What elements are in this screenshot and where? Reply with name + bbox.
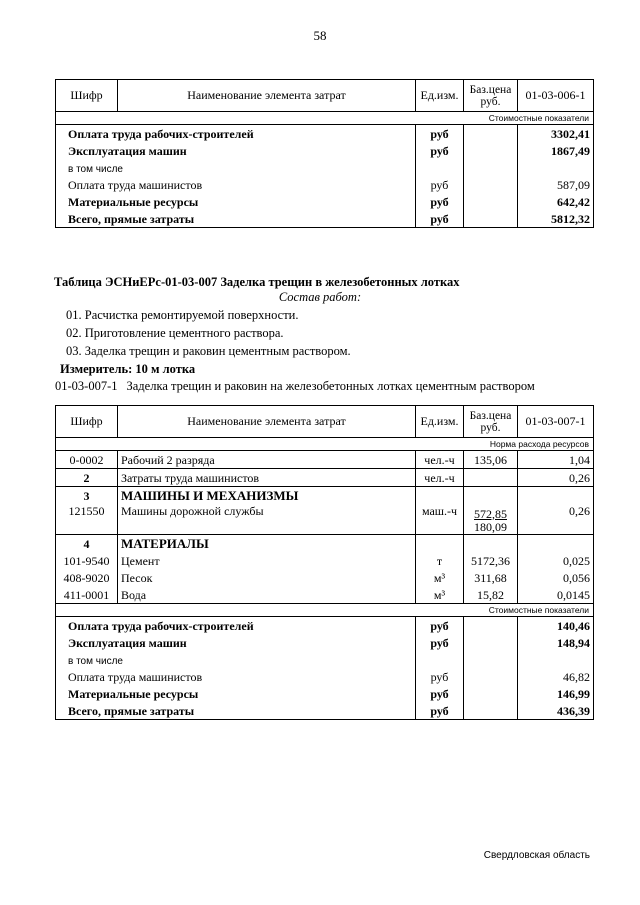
resource-base-price: 5172,36: [471, 553, 510, 568]
cost-name-cell: [56, 193, 416, 210]
table-row: [56, 176, 594, 193]
cost-unit: руб: [416, 685, 464, 702]
cost-base-price: [464, 176, 518, 193]
cost-name: в том числе: [68, 164, 123, 175]
table-row: [56, 504, 594, 534]
cost-unit: руб: [416, 125, 464, 143]
resource-unit: чел.-ч: [416, 469, 464, 487]
resource-name: Рабочий 2 разряда: [118, 451, 416, 469]
cost-name: Эксплуатация машин: [68, 635, 187, 650]
cost-value: 1867,49: [518, 142, 594, 159]
meter-label: Измеритель: 10 м лотка: [60, 362, 196, 376]
table-row: [56, 569, 594, 586]
resource-code: 101-9540: [56, 552, 118, 569]
table-row: [56, 616, 594, 634]
resource-value: 1,04: [518, 451, 594, 469]
cost-value: 146,99: [518, 685, 594, 702]
resource-code: 2: [56, 469, 118, 487]
cost-name: Оплата труда машинистов: [68, 669, 203, 684]
resource-value: 0,0145: [518, 586, 594, 604]
resource-name: Цемент: [118, 552, 416, 569]
resource-value: 0,025: [518, 552, 594, 569]
resource-base-price: 311,68: [474, 570, 507, 585]
resource-name: МАТЕРИАЛЫ: [118, 534, 416, 552]
cost-value: 587,09: [518, 176, 594, 193]
table-row: [56, 125, 594, 143]
cost-name: Материальные ресурсы: [68, 686, 199, 701]
subheader-cost: Стоимостные показатели: [56, 112, 594, 125]
resource-name: Машины дорожной службы: [118, 504, 416, 534]
cost-name-cell: [56, 176, 416, 193]
resource-base-price: [464, 487, 518, 505]
table-row: [56, 685, 594, 702]
cost-unit: руб: [416, 702, 464, 720]
table-header-row: [56, 406, 594, 438]
cost-name-cell: [56, 668, 416, 685]
subheader-cost: Стоимостные показатели: [56, 603, 594, 616]
resource-code: 121550: [56, 504, 118, 534]
table-title: Таблица ЭСНиЕРс-01-03-007 Заделка трещин в железобетонных лотках: [54, 275, 460, 289]
cost-value: [518, 159, 594, 176]
cost-unit: руб: [416, 668, 464, 685]
header-code: Шифр: [56, 80, 118, 112]
cost-unit: руб: [416, 176, 464, 193]
unit-line: [55, 379, 544, 394]
resource-unit: т: [416, 552, 464, 569]
resource-base-price: 15,82: [477, 587, 504, 602]
resource-value: 0,26: [518, 504, 594, 534]
resource-code: 0-0002: [56, 451, 118, 469]
resource-name: Вода: [118, 586, 416, 604]
cost-unit: руб: [416, 193, 464, 210]
cost-unit: руб: [416, 142, 464, 159]
table-row: [56, 668, 594, 685]
unit-line-code: 01-03-007-1: [55, 379, 118, 393]
cost-base-price: [464, 142, 518, 159]
resource-base-price: 135,06: [464, 451, 518, 469]
header-code: Шифр: [56, 406, 118, 438]
table-row: [56, 586, 594, 604]
cost-unit: руб: [416, 634, 464, 651]
cost-name: Оплата труда рабочих-строителей: [68, 618, 254, 633]
cost-name: Всего, прямые затраты: [68, 212, 195, 226]
table-row: [56, 534, 594, 552]
cost-base-price: [464, 125, 518, 143]
cost-base-price: [464, 685, 518, 702]
resource-code: 3: [56, 487, 118, 505]
table-row: [56, 552, 594, 569]
resource-name: Затраты труда машинистов: [118, 469, 416, 487]
resource-value: 0,056: [518, 569, 594, 586]
resource-unit: чел.-ч: [416, 451, 464, 469]
cost-name: Материальные ресурсы: [68, 195, 199, 209]
cost-name-cell: [56, 702, 416, 720]
resource-unit: [416, 534, 464, 552]
cost-base-price: [464, 193, 518, 210]
table-01-03-006-1: [55, 79, 594, 228]
operation-item: 02. Приготовление цементного раствора.: [66, 326, 284, 340]
resource-unit: м³: [416, 569, 464, 586]
cost-name-cell: [56, 634, 416, 651]
cost-value: [518, 651, 594, 668]
resource-unit: маш.-ч: [416, 504, 464, 534]
header-name: Наименование элемента затрат: [118, 80, 416, 112]
cost-name: Эксплуатация машин: [68, 144, 187, 158]
cost-unit: руб: [416, 210, 464, 228]
table-01-03-007-1: [55, 405, 594, 720]
resource-code: 411-0001: [56, 586, 118, 604]
table-row: [56, 469, 594, 487]
operation-item: 03. Заделка трещин и раковин цементным раствором.: [66, 344, 351, 358]
cost-value: 642,42: [518, 193, 594, 210]
resource-price-secondary: 180,09: [474, 519, 507, 534]
cost-unit: [416, 651, 464, 668]
cost-name-cell: [56, 125, 416, 143]
cost-base-price: [464, 210, 518, 228]
cost-name-cell: [56, 685, 416, 702]
resource-name: МАШИНЫ И МЕХАНИЗМЫ: [118, 487, 416, 505]
work-composition-label: Состав работ:: [278, 290, 362, 304]
table-row: [56, 487, 594, 505]
cost-name: Всего, прямые затраты: [68, 703, 195, 718]
cost-base-price: [464, 702, 518, 720]
cost-base-price: [464, 634, 518, 651]
resource-price: 572,85: [474, 506, 507, 521]
cost-unit: руб: [416, 616, 464, 634]
cost-name: Оплата труда машинистов: [68, 178, 203, 192]
region-label: Свердловская область: [483, 850, 590, 861]
cost-name: Оплата труда рабочих-строителей: [68, 127, 254, 141]
cost-base-price: [464, 651, 518, 668]
resource-unit: м³: [416, 586, 464, 604]
subheader-norms: Норма расхода ресурсов: [56, 438, 594, 451]
cost-base-price: [464, 616, 518, 634]
table-row: [56, 451, 594, 469]
cost-unit: [416, 159, 464, 176]
resource-base-price: [464, 469, 518, 487]
table-header-row: [56, 80, 594, 112]
resource-base-price: [464, 504, 518, 534]
table-row: [56, 651, 594, 668]
operation-item: 01. Расчистка ремонтируемой поверхности.: [66, 308, 299, 322]
table-row: [56, 702, 594, 720]
resource-code: 4: [56, 534, 118, 552]
resource-code: 408-9020: [56, 569, 118, 586]
cost-value: 5812,32: [518, 210, 594, 228]
cost-name-cell: [56, 142, 416, 159]
resource-unit: [416, 487, 464, 505]
page-number: 58: [313, 28, 327, 43]
unit-line-text: Заделка трещин и раковин на железобетонных лотках цементным раствором: [126, 379, 535, 393]
resource-value: [518, 487, 594, 505]
header-name: Наименование элемента затрат: [118, 406, 416, 438]
cost-value: 436,39: [518, 702, 594, 720]
cost-value: 3302,41: [518, 125, 594, 143]
header-column-code: 01-03-007-1: [518, 406, 594, 438]
cost-base-price: [464, 668, 518, 685]
table-row: [56, 159, 594, 176]
resource-name: Песок: [118, 569, 416, 586]
header-unit: Ед.изм.: [416, 406, 464, 438]
cost-name-cell: [56, 616, 416, 634]
table-row: [56, 142, 594, 159]
cost-base-price: [464, 159, 518, 176]
resource-value: [518, 534, 594, 552]
resource-value: 0,26: [518, 469, 594, 487]
cost-value: 148,94: [518, 634, 594, 651]
cost-name-cell: [56, 159, 416, 176]
cost-name-cell: [56, 651, 416, 668]
header-column-code: 01-03-006-1: [518, 80, 594, 112]
header-base-price: Баз.цена руб.: [464, 80, 518, 112]
table-row: [56, 193, 594, 210]
header-base-price: Баз.цена руб.: [464, 406, 518, 438]
resource-base-price: [464, 534, 518, 552]
cost-name: в том числе: [68, 655, 123, 667]
cost-value: 140,46: [518, 616, 594, 634]
cost-name-cell: [56, 210, 416, 228]
table-row: [56, 210, 594, 228]
cost-value: 46,82: [518, 668, 594, 685]
header-unit: Ед.изм.: [416, 80, 464, 112]
table-row: [56, 634, 594, 651]
